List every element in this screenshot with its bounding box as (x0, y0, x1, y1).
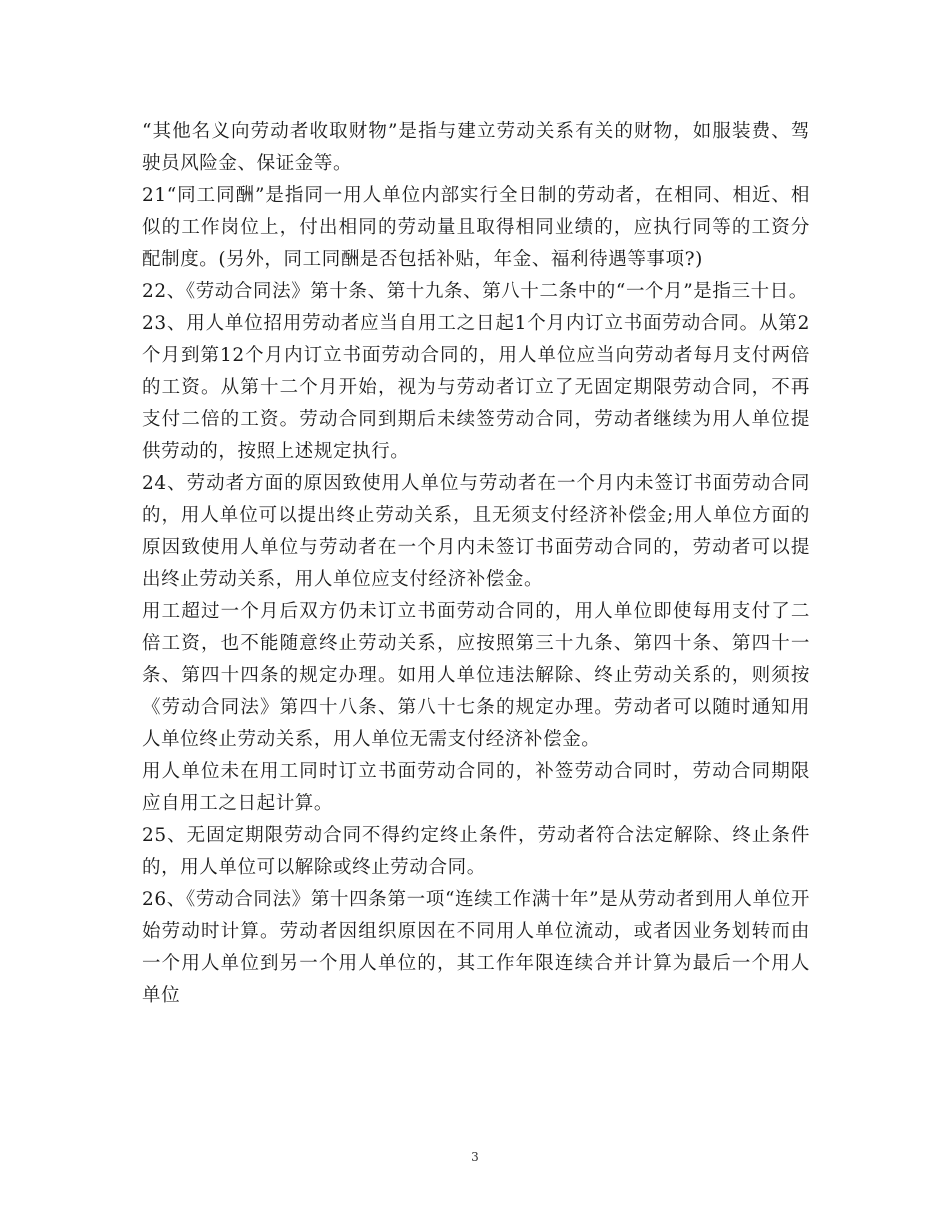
paragraph-24-worker-reasons: 24、劳动者方面的原因致使用人单位与劳动者在一个月内未签订书面劳动合同的，用人单位可以提出终止劳动关系，且无须支付经济补偿金;用人单位方面的原因致使用人单位与劳动者在一个月内未签订书面劳动合同的，劳动者可以提出终止劳动关系，用人单位应支付经济补偿金。 (142, 473, 810, 590)
paragraph-25-open-ended-contract: 25、无固定期限劳动合同不得约定终止条件，劳动者符合法定解除、终止条件的，用人单位可以解除或终止劳动合同。 (142, 825, 810, 878)
paragraph-24-over-one-month: 用工超过一个月后双方仍未订立书面劳动合同的，用人单位即使每用支付了二倍工资，也不能随意终止劳动关系，应按照第三十九条、第四十条、第四十一条、第四十四条的规定办理。如用人单位违法解除、终止劳动关系的，则须按《劳动合同法》第四十八条、第八十七条的规定办理。劳动者可以随时通知用人单位终止劳动关系，用人单位无需支付经济补偿金。 (142, 601, 810, 750)
paragraph-22-one-month: 22、《劳动合同法》第十条、第十九条、第八十二条中的“一个月”是指三十日。 (142, 281, 808, 302)
paragraph-24-supplement-contract: 用人单位未在用工同时订立书面劳动合同的，补签劳动合同时，劳动合同期限应自用工之日起计算。 (142, 761, 810, 814)
paragraph-26-ten-years: 26、《劳动合同法》第十四条第一项“连续工作满十年”是从劳动者到用人单位开始劳动时计算。劳动者因组织原因在不同用人单位流动，或者因业务划转而由一个用人单位到另一个用人单位的，其工作年限连续合并计算为最后一个用人单位 (142, 889, 810, 1006)
paragraph-other-property: “其他名义向劳动者收取财物”是指与建立劳动关系有关的财物，如服装费、驾驶员风险金、保证金等。 (142, 121, 810, 174)
paragraph-21-equal-pay: 21“同工同酬”是指同一用人单位内部实行全日制的劳动者，在相同、相近、相似的工作岗位上，付出相同的劳动量且取得相同业绩的，应执行同等的工资分配制度。(另外，同工同酬是否包括补贴，年金、福利待遇等事项?) (142, 185, 810, 270)
page-number: 3 (471, 1150, 479, 1164)
paragraph-23-written-contract: 23、用人单位招用劳动者应当自用工之日起1个月内订立书面劳动合同。从第2个月到第12个月内订立书面劳动合同的，用人单位应当向劳动者每月支付两倍的工资。从第十二个月开始，视为与劳动者订立了无固定期限劳动合同，不再支付二倍的工资。劳动合同到期后未续签劳动合同，劳动者继续为用人单位提供劳动的，按照上述规定执行。 (142, 313, 810, 462)
document-body (142, 116, 810, 1012)
